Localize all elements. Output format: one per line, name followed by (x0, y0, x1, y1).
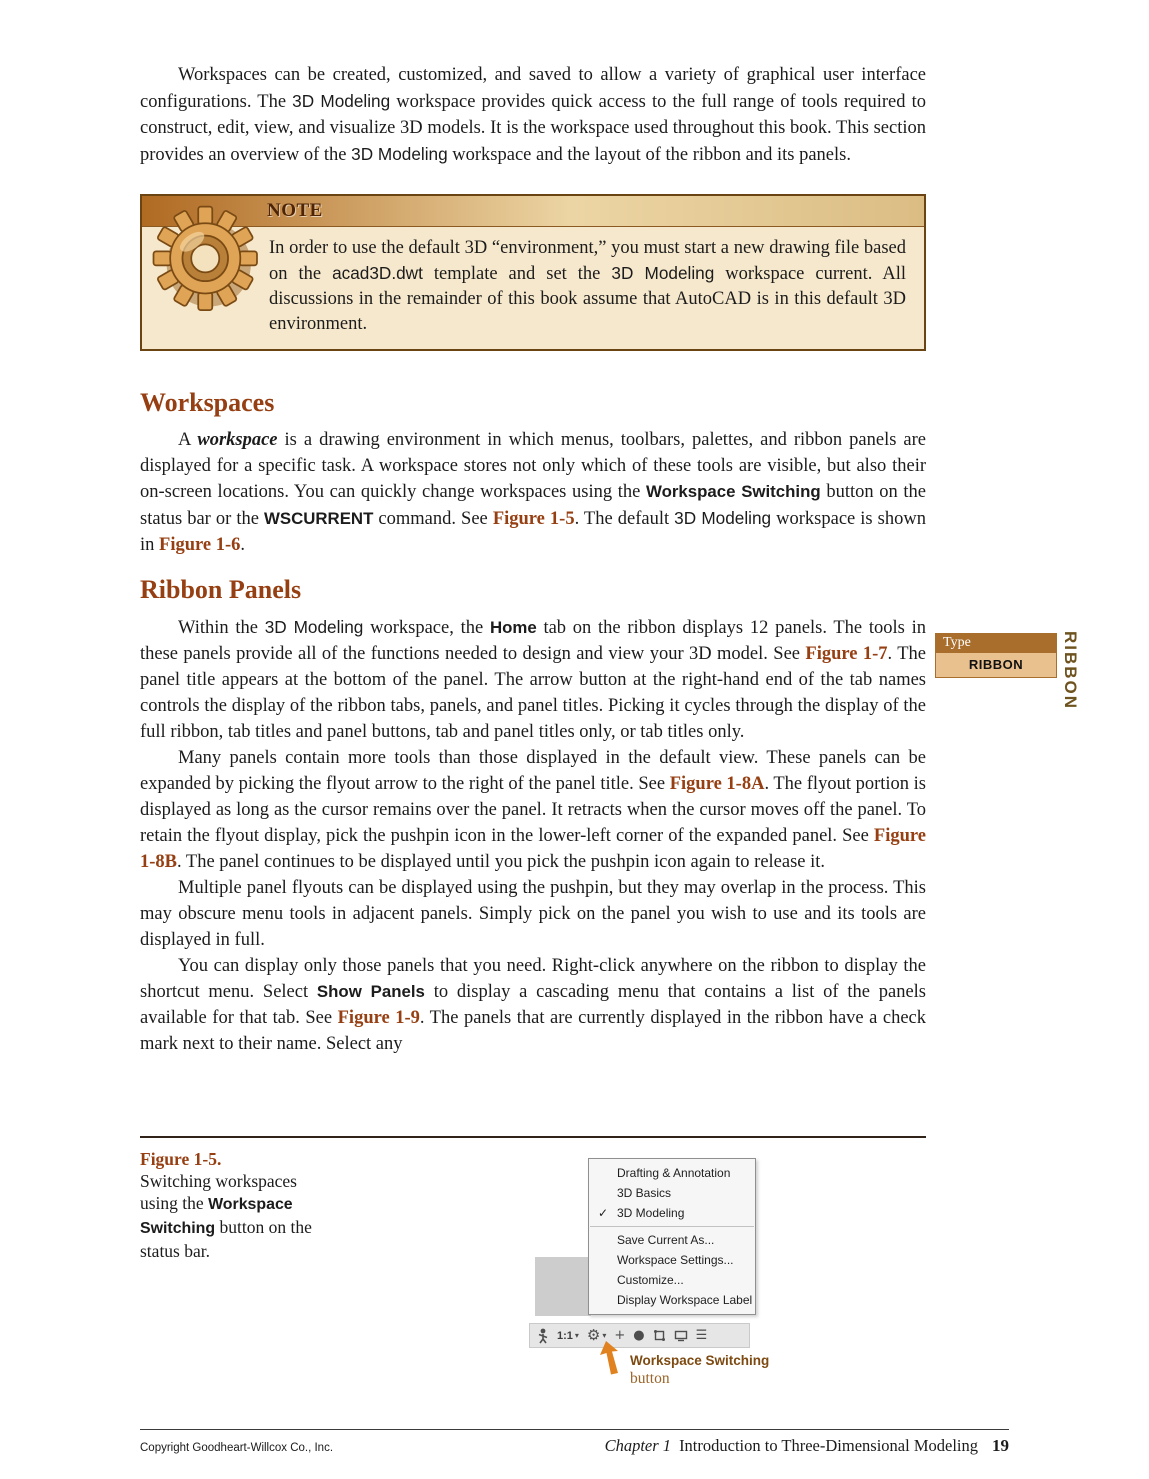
check-icon: ✓ (598, 1206, 609, 1220)
annotation-visibility-icon[interactable] (537, 1328, 549, 1344)
workspaces-paragraph (140, 427, 926, 558)
text-segment: Home (489, 618, 537, 637)
callout-subtitle: button (630, 1370, 670, 1387)
text-segment: WSCURRENT (263, 509, 374, 528)
text-segment: A (178, 430, 198, 450)
section-heading-workspaces: Workspaces (140, 388, 275, 417)
section-heading-ribbon-panels: Ribbon Panels (140, 575, 302, 604)
annotation-scale-value: 1:1 (557, 1329, 573, 1342)
callout-arrow-icon (596, 1341, 628, 1375)
text-segment: Workspace Switching (140, 1196, 293, 1237)
text-segment: tab on the ribbon displays 12 panels. The tools in these panels provide all of the functions needed to design and view your 3D model. See (140, 618, 926, 664)
text-segment: 3D Modeling (292, 91, 391, 111)
text-segment: acad3D.dwt (332, 263, 423, 283)
menu-item-workspace-settings[interactable]: Workspace Settings... (617, 1253, 734, 1267)
text-segment: . The panel continues to be displayed until you pick the pushpin icon again to release it. (177, 852, 826, 872)
menu-item-save-current-as[interactable]: Save Current As... (617, 1233, 715, 1247)
menu-item-3d-modeling-label: 3D Modeling (617, 1206, 685, 1220)
page-number: 19 (992, 1436, 1009, 1455)
text-segment: Multiple panel flyouts can be displayed using the pushpin, but they may overlap in the process. This may obscure menu tools in adjacent panels. Simply pick on the panel you wish to use and its tools are displayed in full. (140, 878, 926, 950)
ribbon-paragraph-2 (140, 745, 926, 875)
intro-paragraph (140, 62, 926, 168)
command-reference-command: RIBBON (935, 653, 1057, 678)
figure-callout (630, 1353, 769, 1388)
annotation-scale-control[interactable] (557, 1330, 579, 1342)
command-reference-type-label: Type (935, 633, 1057, 653)
ribbon-paragraph-4 (140, 953, 926, 1057)
main-text-column (140, 62, 926, 1057)
text-segment: workspace provides quick access to the full range of tools required to construct, edit, view, and visualize 3D models. It is the workspace used throughout this book. This section provides an overview of the (140, 92, 926, 165)
customization-menu-icon[interactable]: ☰ (695, 1328, 708, 1343)
menu-item-drafting-annotation[interactable]: Drafting & Annotation (617, 1166, 731, 1180)
text-segment: command. See (373, 509, 493, 529)
gear-icon: ⚙ (586, 1326, 601, 1344)
text-segment: Workspaces can be created, customized, and saved to allow a variety of graphical user interface configurations. The (140, 65, 926, 112)
text-segment: . The panels that are currently displayed in the ribbon have a check mark next to their name. Select any (140, 1008, 926, 1054)
menu-item-customize[interactable]: Customize... (617, 1273, 684, 1287)
text-segment: Figure 1-9 (337, 1008, 420, 1028)
note-label: NOTE (267, 200, 323, 221)
text-segment: Switching workspaces using the (140, 1171, 297, 1213)
text-segment: workspace is shown in (140, 509, 926, 555)
menu-separator (590, 1226, 754, 1227)
figure-caption-label: Figure 1-5. (140, 1149, 222, 1169)
text-segment: 3D Modeling (264, 617, 364, 637)
text-segment: Workspace Switching (646, 482, 821, 501)
text-segment: button on the status bar or the (140, 482, 926, 529)
chapter-label: Chapter 1 (604, 1436, 672, 1455)
text-segment: workspace (197, 430, 278, 450)
text-segment: workspace and the layout of the ribbon and its panels. (447, 145, 851, 165)
text-segment: . The default (574, 509, 675, 529)
text-segment: 3D Modeling (674, 508, 772, 528)
text-segment: Figure 1-5 (492, 509, 575, 529)
page-footer (140, 1436, 1009, 1456)
menu-item-3d-modeling[interactable] (589, 1203, 755, 1223)
figure-caption (140, 1148, 332, 1262)
text-segment: . The panel title appears at the bottom of the panel. The arrow button at the right-hand end of the tab names controls the display of the ribbon tabs, panels, and panel titles. Picking it cycles through the display of the full ribbon, tab titles and panel buttons, tab and panel titles only, or tab titles only. (140, 644, 927, 742)
gear-illustration-icon (150, 200, 264, 322)
menu-item-3d-basics[interactable]: 3D Basics (617, 1186, 672, 1200)
command-reference-tab (935, 633, 1057, 678)
copyright-notice: Copyright Goodheart-Willcox Co., Inc. (140, 1442, 334, 1454)
text-segment: Figure 1-8B (140, 826, 926, 872)
text-segment: Figure 1-7 (805, 644, 888, 664)
callout-title: Workspace Switching (630, 1353, 770, 1368)
ribbon-paragraph-1 (140, 614, 926, 745)
ribbon-paragraph-3 (140, 875, 926, 953)
text-segment: template and set the (422, 264, 612, 284)
running-footer (605, 1436, 1009, 1456)
text-segment: 3D Modeling (351, 144, 448, 164)
page-edge-vertical-label: RIBBON (1061, 631, 1080, 711)
note-box (140, 194, 926, 351)
text-segment: . The flyout portion is displayed as long as the cursor remains over the panel. It retracts when the cursor moves off the panel. To retain the flyout display, pick the pushpin icon in the lower-left corner of the expanded panel. See (140, 774, 926, 846)
plus-icon[interactable]: + (614, 1328, 626, 1343)
graphics-performance-icon[interactable] (674, 1330, 688, 1342)
status-bar (529, 1323, 750, 1348)
text-segment: is a drawing environment in which menus, toolbars, palettes, and ribbon panels are displayed for a specific task. A workspace stores not only which of these tools are visible, but also their on-screen locations. You can quickly change workspaces using the (140, 430, 927, 502)
menu-item-display-workspace-label[interactable]: Display Workspace Label (617, 1293, 753, 1307)
text-segment: workspace, the (363, 618, 490, 638)
text-segment: In order to use the default 3D “environment,” you must start a new drawing file based on the (269, 238, 906, 284)
text-segment: Within the (178, 618, 265, 638)
text-segment: Figure 1-6 (159, 535, 241, 555)
chevron-down-icon: ▾ (602, 1330, 607, 1340)
isolate-objects-icon[interactable] (653, 1329, 666, 1342)
workspace-switching-menu (588, 1158, 756, 1315)
text-segment: workspace current. All discussions in the remainder of this book assume that AutoCAD is in this default 3D environment. (269, 264, 906, 334)
figure-divider-rule (140, 1136, 926, 1138)
text-segment: You can display only those panels that you need. Right-click anywhere on the ribbon to display the shortcut menu. Select (140, 956, 926, 1002)
dot-icon[interactable]: ● (633, 1328, 645, 1343)
chevron-down-icon: ▾ (574, 1330, 579, 1340)
text-segment: 3D Modeling (611, 263, 715, 283)
footer-rule (140, 1429, 1009, 1430)
text-segment: Figure 1-8A (669, 774, 765, 794)
text-segment: button on the status bar. (140, 1217, 312, 1261)
text-segment: Show Panels (316, 982, 425, 1001)
text-segment: Many panels contain more tools than those displayed in the default view. These panels can be expanded by picking the flyout arrow to the right of the panel title. See (140, 748, 926, 794)
figure-caption-text (140, 1170, 332, 1262)
chapter-title: Introduction to Three-Dimensional Modeling (679, 1436, 978, 1455)
screenshot-background-fragment (535, 1257, 591, 1316)
text-segment: to display a cascading menu that contains a list of the panels available for that tab. See (140, 982, 927, 1028)
text-segment: . (240, 535, 245, 555)
